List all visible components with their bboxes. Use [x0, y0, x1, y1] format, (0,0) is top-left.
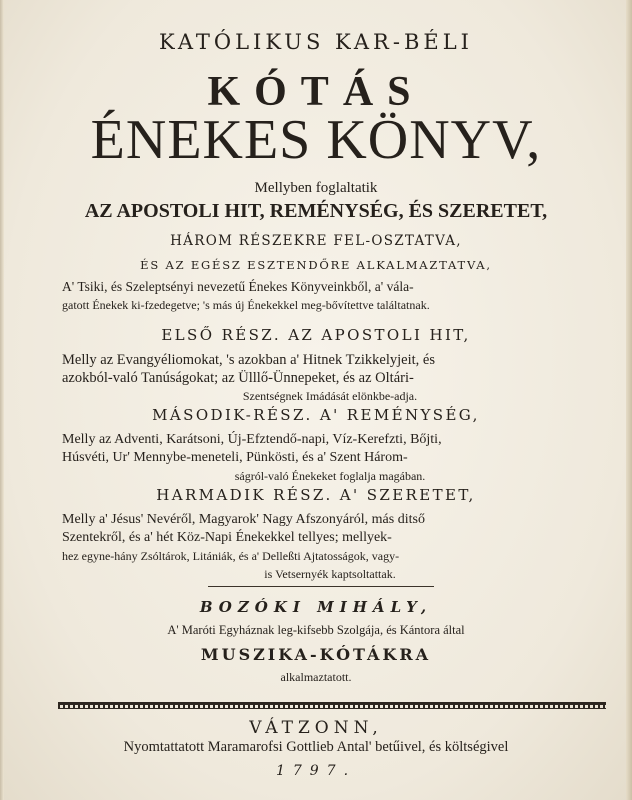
music-notation-line: MUSZIKA-KÓTÁKRA [200, 645, 432, 664]
part-2-line: Melly az Adventi, Karátsoni, Új-Efztendő-napi, Víz-Kerefzti, Bőjti, [62, 432, 442, 447]
part-3-text [62, 511, 598, 583]
imprint-printer: Nyomtattatott Maramarofsi Gottlieb Antal' betűivel, és költségivel [123, 739, 509, 755]
theme-line: AZ APOSTOLI HIT, REMÉNYSÉG, ÉS SZERETET, [84, 200, 548, 222]
author-role: A' Maróti Egyháznak leg-kifsebb Szolgája, és Kántora által [167, 623, 465, 637]
title-line-1: KATÓLIKUS KAR-BÉLI [159, 30, 473, 54]
imprint-year: 1797. [275, 763, 357, 779]
divider-rule [208, 586, 434, 587]
part-1-line: azokból-való Tanúságokat; az Ülllő-Ünnepeket, és az Oltári- [62, 370, 414, 386]
part-1-line: Melly az Evangyéliomokat, 's azokban a' Hitnek Tzikkelyjeit, és [62, 352, 435, 368]
part-3-line: Szentekről, és a' hét Köz-Napi Énekekkel tellyes; mellyek- [62, 530, 392, 545]
part-1-line: Szentségnek Imádását elönkbe-adja. [242, 389, 418, 403]
applied-line: ÉS AZ EGÉSZ ESZTENDŐRE ALKALMAZTATVA, [140, 258, 492, 272]
part-3-line: is Vetsernyék kaptsoltattak. [264, 567, 396, 581]
part-3-line: Melly a' Jésus' Nevéről, Magyarok' Nagy Afszonyáról, más ditső [62, 512, 425, 527]
imprint-place: VÁTZONN, [249, 718, 383, 738]
origin-line: gatott Énekek ki-fzedegetve; 's más új Énekekkel meg-bővítettve találtatnak. [62, 298, 430, 312]
main-title: ÉNEKES KÖNYV, [90, 109, 542, 171]
origin-paragraph [62, 278, 598, 314]
subtitle: Mellyben foglaltatik [254, 180, 378, 196]
division-line: HÁROM RÉSZEKRE FEL-OSZTATVA, [170, 233, 462, 249]
part-2-line: Húsvéti, Ur' Mennybe-meneteli, Pünkösti, és a' Szent Három- [62, 450, 408, 465]
part-3-line: hez egyne-hány Zsóltárok, Litániák, és a' Delleßti Ajtatosságok, vagy- [62, 549, 400, 563]
origin-line: A' Tsiki, és Szeleptsényi nevezetű Énekes Könyveinkből, a' vála- [62, 279, 414, 294]
part-1-text [62, 351, 598, 405]
part-1-heading: ELSŐ RÉSZ. AZ APOSTOLI HIT, [161, 326, 471, 344]
part-2-heading: MÁSODIK-RÉSZ. A' REMÉNYSÉG, [152, 406, 480, 424]
part-3-heading: HARMADIK RÉSZ. A' SZERETET, [156, 486, 476, 504]
title-line-2: KÓTÁS [207, 69, 425, 115]
part-2-text [62, 431, 598, 485]
ornamental-rule [58, 702, 606, 709]
author-name: BOZÓKI MIHÁLY, [199, 598, 433, 616]
part-2-line: ságról-való Énekeket foglalja magában. [234, 469, 426, 483]
applied-note: alkalmaztatott. [280, 670, 352, 684]
